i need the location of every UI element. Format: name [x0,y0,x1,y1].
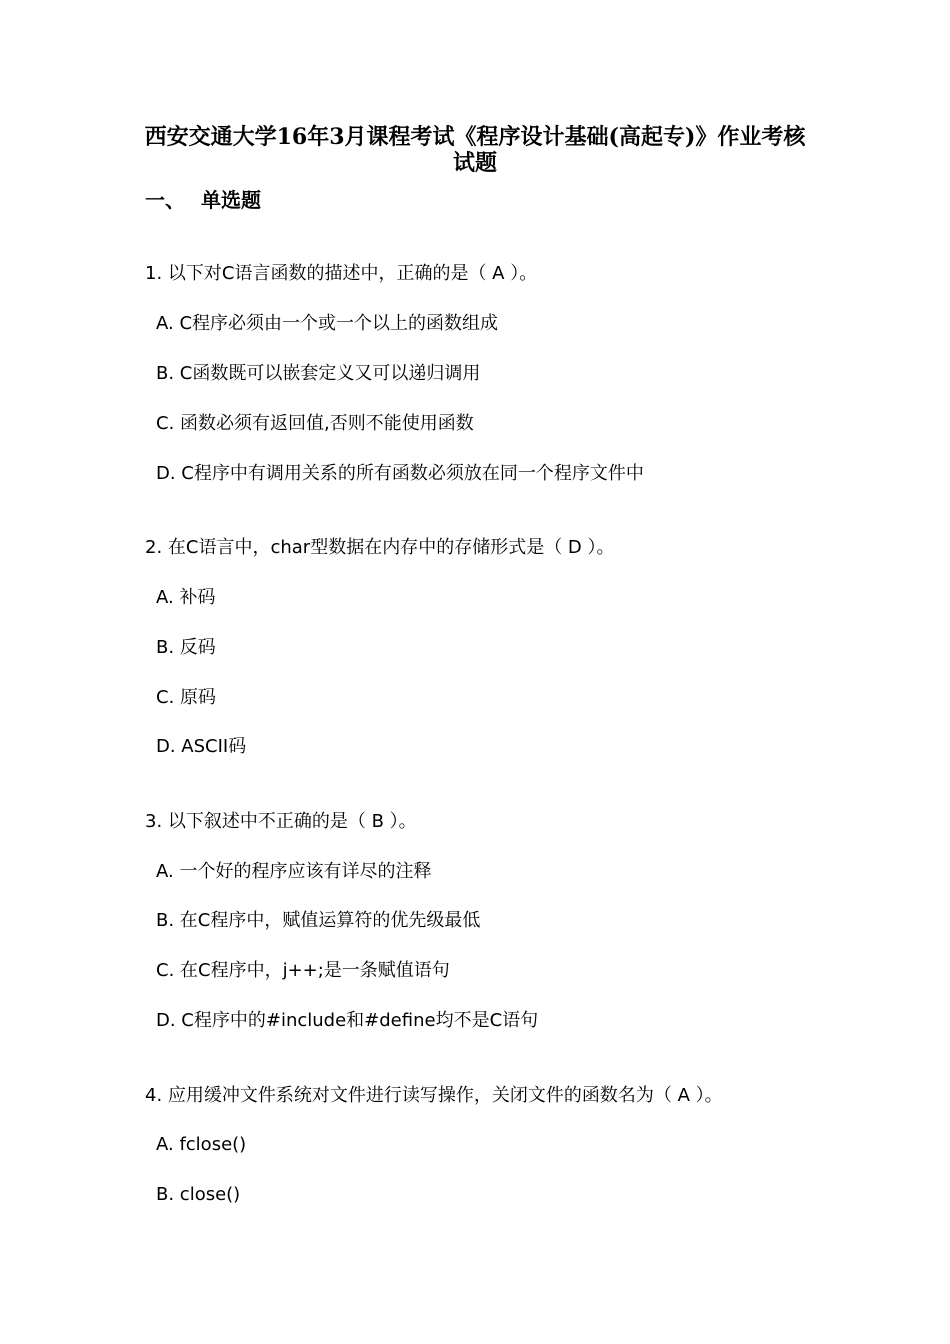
question-1-option-c: C. 函数必须有返回值,否则不能使用函数 [156,413,474,434]
question-3-stem: 3. 以下叙述中不正确的是（ B ）。 [145,811,417,832]
section-heading [145,186,261,214]
question-3-option-a: A. 一个好的程序应该有详尽的注释 [156,861,432,882]
question-2-option-d: D. ASCII码 [156,736,247,757]
question-3-option-c: C. 在C程序中，j++;是一条赋值语句 [156,960,450,981]
question-2-option-b: B. 反码 [156,637,216,658]
question-4-stem: 4. 应用缓冲文件系统对文件进行读写操作，关闭文件的函数名为（ A ）。 [145,1085,723,1106]
question-3-option-b: B. 在C程序中，赋值运算符的优先级最低 [156,910,481,931]
question-4-option-a: A. fclose() [156,1134,247,1155]
question-4-option-b: B. close() [156,1184,241,1205]
question-1-option-a: A. C程序必须由一个或一个以上的函数组成 [156,313,499,334]
section-number: 一、 [145,188,185,212]
question-2-option-a: A. 补码 [156,587,216,608]
question-1-option-d: D. C程序中有调用关系的所有函数必须放在同一个程序文件中 [156,463,644,484]
question-1-stem: 1. 以下对C语言函数的描述中，正确的是（ A ）。 [145,263,538,284]
question-2-option-c: C. 原码 [156,687,217,708]
question-1-option-b: B. C函数既可以嵌套定义又可以递归调用 [156,363,481,384]
section-label: 单选题 [201,188,261,212]
question-3-option-d: D. C程序中的#include和#define均不是C语句 [156,1010,539,1031]
question-2-stem: 2. 在C语言中，char型数据在内存中的存储形式是（ D ）。 [145,537,615,558]
document-title: 西安交通大学16年3月课程考试《程序设计基础(高起专)》作业考核试题 [144,124,806,176]
